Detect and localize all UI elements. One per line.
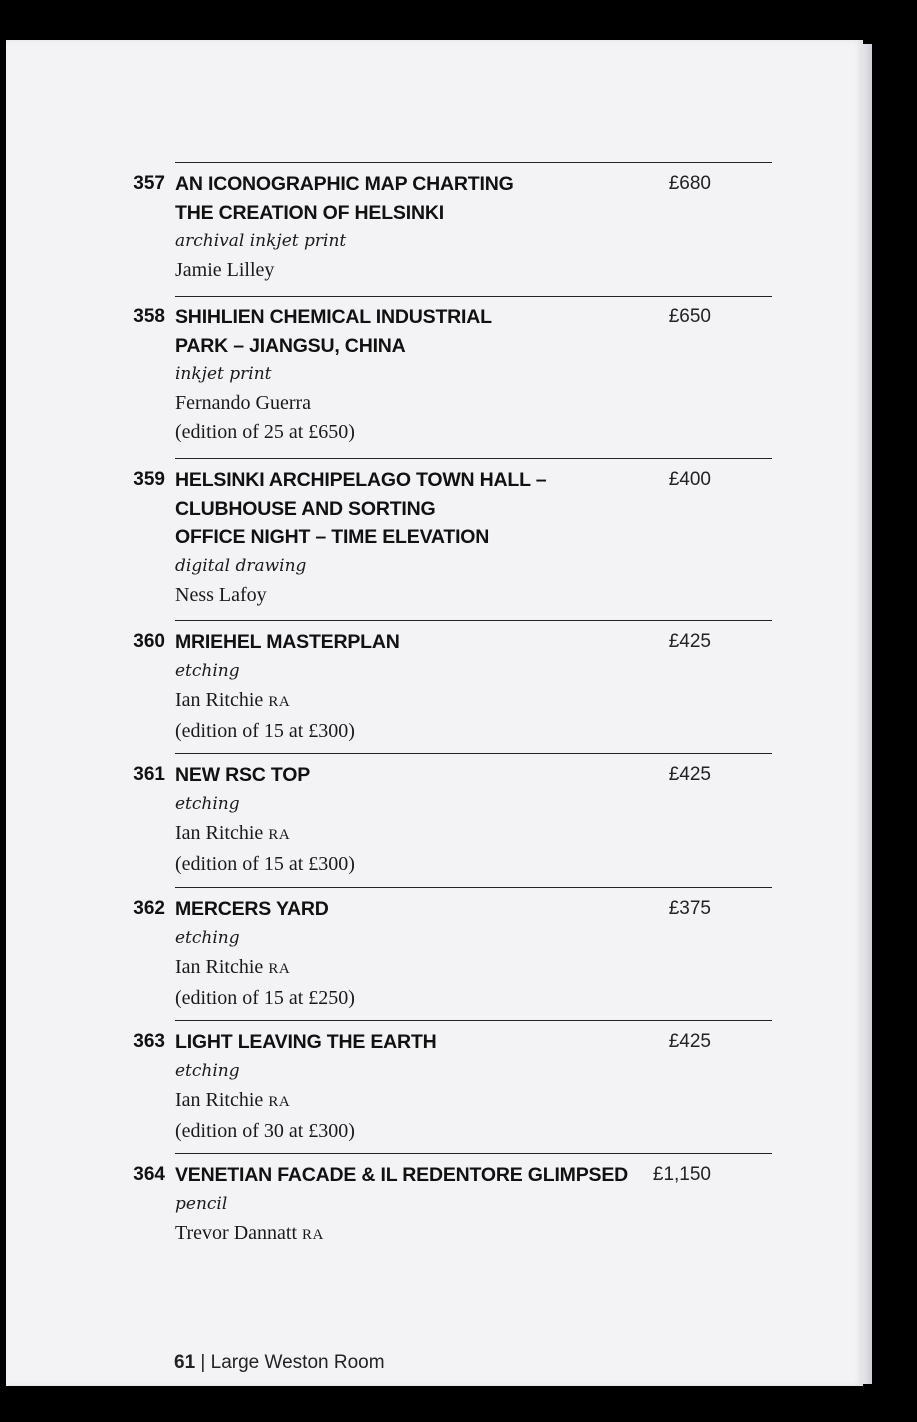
entry-title: HELSINKI ARCHIPELAGO TOWN HALL – [175, 469, 547, 491]
entry-divider [175, 887, 772, 888]
entry-number: 358 [133, 306, 165, 327]
entry-medium: digital drawing [175, 555, 307, 576]
entry-artist [175, 389, 695, 418]
catalogue-entry [175, 1161, 715, 1250]
entry-medium: pencil [175, 1193, 228, 1214]
entry-title: AN ICONOGRAPHIC MAP CHARTING [175, 173, 514, 195]
entry-divider [175, 162, 772, 163]
entry-title: PARK – JIANGSU, CHINA [175, 334, 406, 357]
catalogue-entry [175, 466, 695, 610]
artist-name: Jamie Lilley [175, 259, 275, 281]
entry-price: £425 [668, 1031, 711, 1052]
entry-artist [175, 581, 695, 610]
entry-artist [175, 1219, 715, 1250]
ra-suffix: RA [268, 826, 291, 843]
entry-title: MRIEHEL MASTERPLAN [175, 631, 400, 653]
entry-divider [175, 458, 772, 459]
catalogue-entry [175, 895, 695, 1013]
catalogue-entry [175, 628, 695, 746]
entry-medium: etching [175, 1060, 240, 1081]
entry-medium: inkjet print [175, 364, 272, 384]
entry-divider [175, 1020, 772, 1021]
entry-title: MERCERS YARD [175, 898, 329, 920]
ra-suffix: RA [302, 1226, 324, 1243]
ra-suffix: RA [268, 960, 291, 977]
entry-artist [175, 686, 695, 717]
entry-artist [175, 819, 695, 850]
catalogue-entry [175, 170, 695, 285]
entry-number: 364 [133, 1164, 165, 1185]
entry-number: 361 [133, 764, 165, 785]
entry-title: OFFICE NIGHT – TIME ELEVATION [175, 526, 490, 548]
entry-edition: (edition of 15 at £250) [175, 986, 355, 1009]
entry-price: £680 [668, 173, 711, 194]
entry-price: £425 [668, 631, 711, 652]
entry-divider [175, 753, 772, 754]
artist-name: Ian Ritchie [175, 688, 264, 711]
entry-edition: (edition of 25 at £650) [175, 421, 355, 443]
entry-divider [175, 1153, 772, 1154]
entry-edition: (edition of 15 at £300) [175, 852, 355, 875]
artist-name: Ian Ritchie [175, 955, 264, 978]
entry-title: SHIHLIEN CHEMICAL INDUSTRIAL [175, 306, 492, 328]
entry-artist [175, 256, 695, 285]
catalogue-page [6, 40, 863, 1386]
catalogue-entry [175, 303, 695, 447]
entry-artist [175, 953, 695, 984]
entry-medium: etching [175, 793, 240, 814]
artist-name: Ian Ritchie [175, 1088, 264, 1111]
entry-price: £425 [668, 764, 711, 785]
entry-artist [175, 1086, 695, 1117]
entry-price: £1,150 [652, 1164, 711, 1185]
entry-number: 363 [133, 1031, 165, 1052]
page-footer [174, 1351, 385, 1375]
entry-price: £375 [668, 898, 711, 919]
artist-name: Trevor Dannatt [175, 1221, 298, 1244]
artist-name: Ness Lafoy [175, 583, 267, 606]
page-edge [863, 44, 872, 1384]
entry-medium: archival inkjet print [175, 231, 347, 251]
ra-suffix: RA [268, 1093, 291, 1110]
catalogue-entry [175, 1028, 695, 1146]
entry-divider [175, 296, 772, 297]
entry-edition: (edition of 15 at £300) [175, 719, 355, 742]
entry-number: 357 [133, 173, 165, 194]
ra-suffix: RA [268, 693, 291, 710]
artist-name: Ian Ritchie [175, 821, 264, 844]
entry-edition: (edition of 30 at £300) [175, 1119, 355, 1142]
entry-number: 359 [133, 469, 165, 490]
entry-title: LIGHT LEAVING THE EARTH [175, 1031, 437, 1053]
entry-number: 360 [133, 631, 165, 652]
entry-price: £650 [668, 306, 711, 327]
entry-title: CLUBHOUSE AND SORTING [175, 497, 436, 520]
artist-name: Fernando Guerra [175, 392, 312, 414]
entry-title: THE CREATION OF HELSINKI [175, 201, 444, 224]
entry-divider [175, 620, 772, 621]
page-number: 61 [174, 1352, 196, 1373]
entry-title: NEW RSC TOP [175, 764, 311, 786]
entry-number: 362 [133, 898, 165, 919]
entry-price: £400 [668, 469, 711, 490]
entry-medium: etching [175, 927, 240, 948]
entry-title: VENETIAN FACADE & IL REDENTORE GLIMPSED [175, 1164, 629, 1186]
room-name: Large Weston Room [210, 1352, 385, 1373]
catalogue-entry [175, 761, 695, 879]
entry-medium: etching [175, 660, 240, 681]
footer-separator: | [200, 1352, 206, 1373]
